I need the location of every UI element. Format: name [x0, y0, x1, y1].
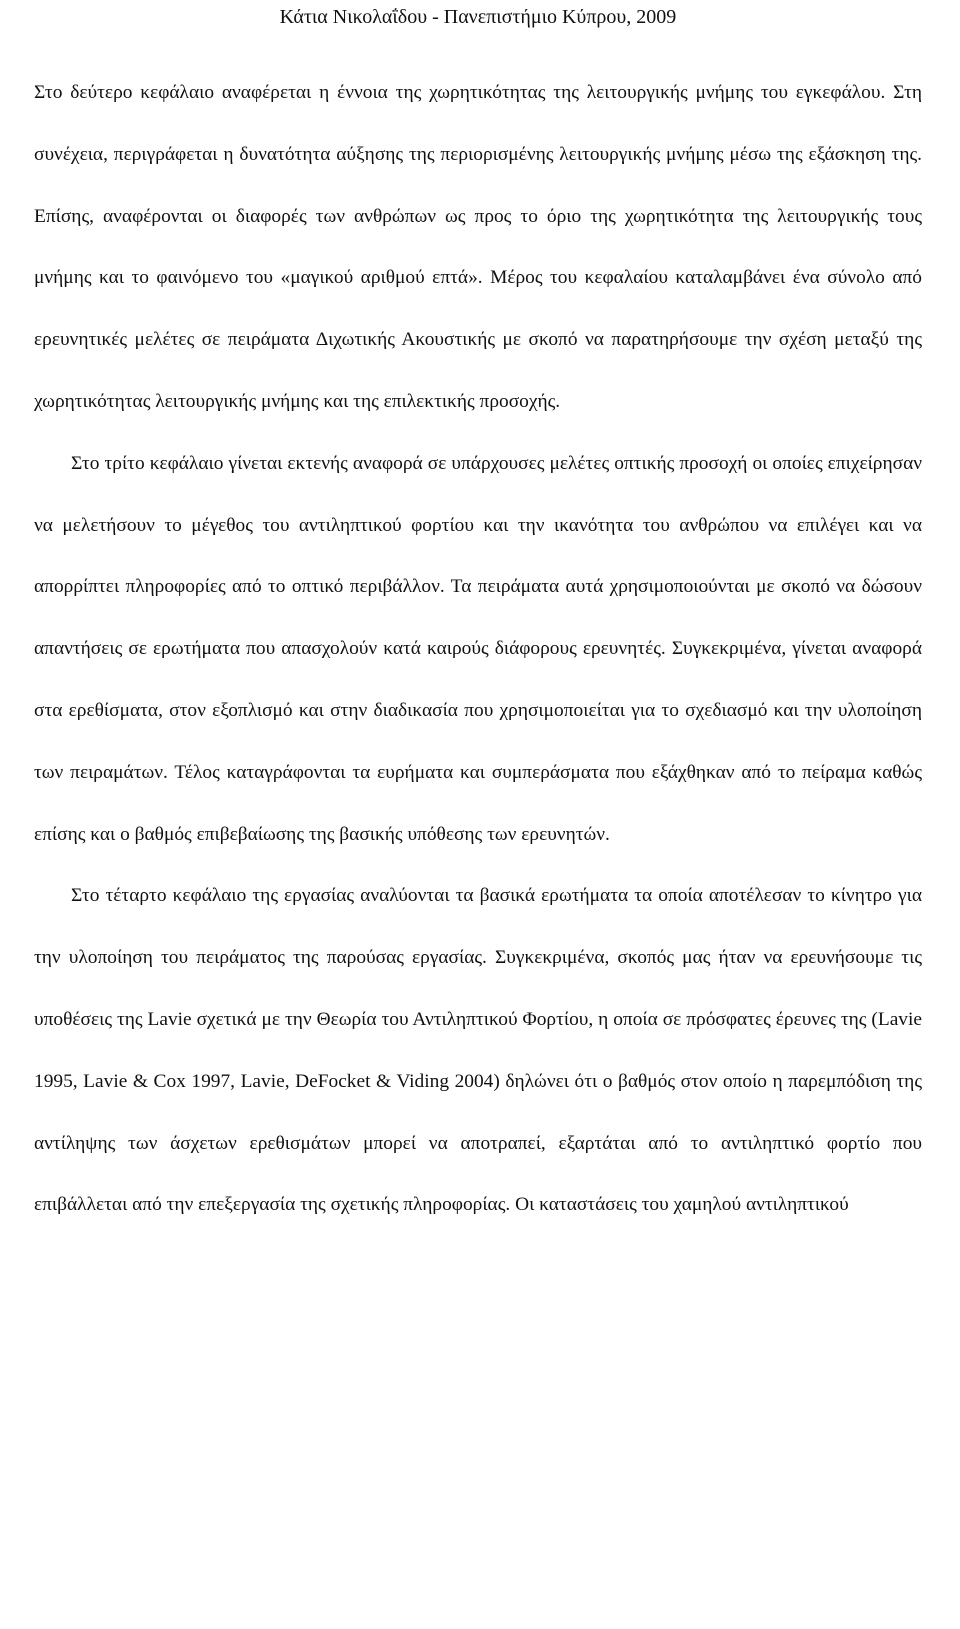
- paragraph-chapter-two-summary: Στο δεύτερο κεφάλαιο αναφέρεται η έννοια της χωρητικότητας της λειτουργικής μνήμης του εγκεφάλου. Στη συνέχεια, περιγράφεται η δυνατότητα αύξησης της περιορισμένης λειτουργικής μνήμης μέσω της εξάσκηση της. Επίσης, αναφέρονται οι διαφορές των ανθρώπων ως προς το όριο της χωρητικότητα της λειτουργικής τους μνήμης και το φαινόμενο του «μαγικού αριθμού επτά». Μέρος του κεφαλαίου καταλαμβάνει ένα σύνολο από ερευνητικές μελέτες σε πειράματα Διχωτικής Ακουστικής με σκοπό να παρατηρήσουμε την σχέση μεταξύ της χωρητικότητας λειτουργικής μνήμης και της επιλεκτικής προσοχής.: [34, 82, 922, 412]
- running-header: Κάτια Νικολαΐδου - Πανεπιστήμιο Κύπρου, 2009: [279, 6, 677, 28]
- paragraph-chapter-three-summary: Στο τρίτο κεφάλαιο γίνεται εκτενής αναφορά σε υπάρχουσες μελέτες οπτικής προσοχή οι οποίες επιχείρησαν να μελετήσουν το μέγεθος του αντιληπτικού φορτίου και την ικανότητα του ανθρώπου να επιλέγει και να απορρίπτει πληροφορίες από το οπτικό περιβάλλον. Τα πειράματα αυτά χρησιμοποιούνται με σκοπό να δώσουν απαντήσεις σε ερωτήματα που απασχολούν κατά καιρούς διάφορους ερευνητές. Συγκεκριμένα, γίνεται αναφορά στα ερεθίσματα, στον εξοπλισμό και στην διαδικασία που χρησιμοποιείται για το σχεδιασμό και την υλοποίηση των πειραμάτων. Τέλος καταγράφονται τα ευρήματα και συμπεράσματα που εξάχθηκαν από το πείραμα καθώς επίσης και ο βαθμός επιβεβαίωσης της βασικής υπόθεσης των ερευνητών.: [34, 452, 922, 845]
- document-body: [34, 62, 922, 1236]
- paragraph-chapter-four-summary: Στο τέταρτο κεφάλαιο της εργασίας αναλύονται τα βασικά ερωτήματα τα οποία αποτέλεσαν το κίνητρο για την υλοποίηση του πειράματος της παρούσας εργασίας. Συγκεκριμένα, σκοπός μας ήταν να ερευνήσουμε τις υποθέσεις της Lavie σχετικά με την Θεωρία του Αντιληπτικού Φορτίου, η οποία σε πρόσφατες έρευνες της (Lavie 1995, Lavie & Cox 1997, Lavie, DeFocket & Viding 2004) δηλώνει ότι ο βαθμός στον οποίο η παρεμπόδιση της αντίληψης των άσχετων ερεθισμάτων μπορεί να αποτραπεί, εξαρτάται από το αντιληπτικό φορτίο που επιβάλλεται από την επεξεργασία της σχετικής πληροφορίας. Οι καταστάσεις του χαμηλού αντιληπτικού: [34, 885, 922, 1216]
